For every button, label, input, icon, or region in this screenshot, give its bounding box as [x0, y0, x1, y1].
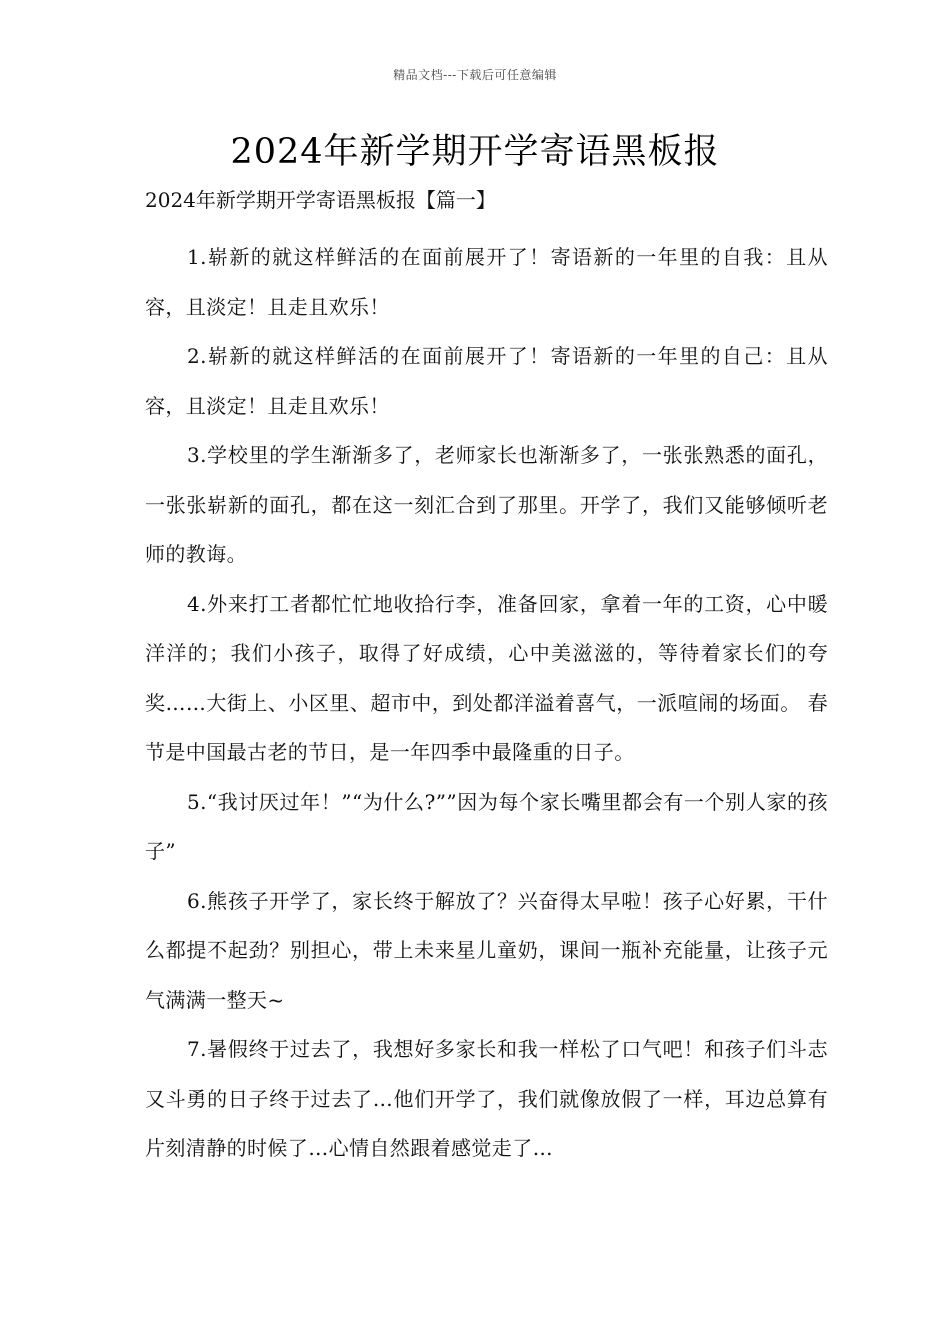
- paragraph-6: 6.熊孩子开学了，家长终于解放了？兴奋得太早啦！孩子心好累，干什么都提不起劲？别担心，带上未来星儿童奶，课间一瓶补充能量，让孩子元气满满一整天~: [145, 888, 828, 1012]
- paragraph-2: 2.崭新的就这样鲜活的在面前展开了！寄语新的一年里的自己：且从容，且淡定！且走且欢乐！: [145, 344, 828, 418]
- paragraph-7: 7.暑假终于过去了，我想好多家长和我一样松了口气吧！和孩子们斗志又斗勇的日子终于过去了…他们开学了，我们就像放假了一样，耳边总算有片刻清静的时候了…心情自然跟着感觉走了…: [145, 1037, 828, 1160]
- document-body: [145, 233, 828, 1174]
- page-header-note: 精品文档---下载后可任意编辑: [393, 68, 557, 82]
- paragraph-5: 5.“我讨厌过年！”“为什么?””因为每个家长嘴里都会有一个别人家的孩子”: [145, 789, 828, 863]
- paragraph-1: 1.崭新的就这样鲜活的在面前展开了！寄语新的一年里的自我：且从容，且淡定！且走且欢乐！: [145, 245, 828, 319]
- document-title: 2024年新学期开学寄语黑板报: [230, 132, 720, 172]
- section-heading: 2024年新学期开学寄语黑板报【篇一】: [145, 188, 496, 212]
- paragraph-4: 4.外来打工者都忙忙地收拾行李，准备回家，拿着一年的工资，心中暖洋洋的；我们小孩子，取得了好成绩，心中美滋滋的，等待着家长们的夸奖……大街上、小区里、超市中，到处都洋溢着喜气，一派喧闹的场面。 春节是中国最古老的节日，是一年四季中最隆重的日子。: [145, 591, 828, 764]
- paragraph-3: 3.学校里的学生渐渐多了，老师家长也渐渐多了，一张张熟悉的面孔，一张张崭新的面孔，都在这一刻汇合到了那里。开学了，我们又能够倾听老师的教诲。: [145, 443, 828, 566]
